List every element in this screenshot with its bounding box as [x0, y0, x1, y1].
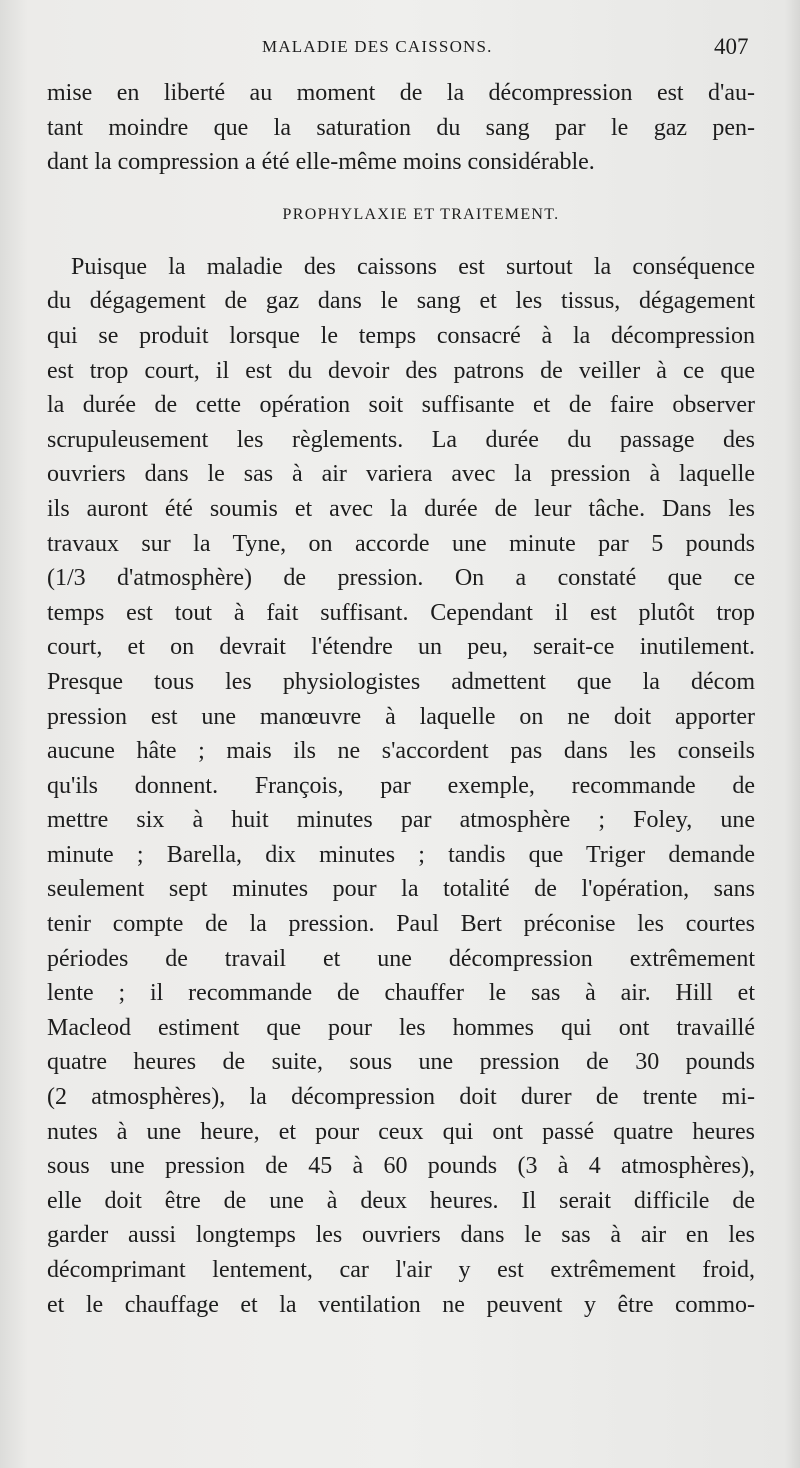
text-line: mise en liberté au moment de la décompression est d'au-	[47, 80, 755, 106]
text-line: (2 atmosphères), la décompression doit durer de trente mi-	[47, 1084, 755, 1111]
text-block	[47, 76, 755, 1322]
text-line: décomprimant lentement, car l'air y est extrêmement froid,	[47, 1257, 755, 1283]
text-line: nutes à une heure, et pour ceux qui ont passé quatre heures	[47, 1118, 755, 1145]
text-line: elle doit être de une à deux heures. Il serait difficile de	[47, 1187, 755, 1214]
text-line: Puisque la maladie des caissons est surtout la conséquence	[71, 253, 755, 280]
text-line: pression est une manœuvre à laquelle on ne doit apporter	[47, 703, 755, 730]
text-line: travaux sur la Tyne, on accorde une minute par 5 pounds	[47, 530, 755, 557]
section-heading: PROPHYLAXIE ET TRAITEMENT.	[282, 205, 560, 223]
text-line: lente ; il recommande de chauffer le sas à air. Hill et	[47, 980, 755, 1007]
running-title: MALADIE DES CAISSONS.	[262, 37, 493, 56]
text-line: garder aussi longtemps les ouvriers dans le sas à air en les	[47, 1222, 755, 1249]
paragraph-continuation	[47, 76, 755, 180]
text-line: temps est tout à fait suffisant. Cependant il est plutôt trop	[47, 599, 755, 626]
text-line: scrupuleusement les règlements. La durée du passage des	[47, 426, 755, 453]
text-line: (1/3 d'atmosphère) de pression. On a constaté que ce	[47, 565, 755, 592]
text-line: et le chauffage et la ventilation ne peuvent y être commo-	[47, 1291, 755, 1318]
text-line: qu'ils donnent. François, par exemple, recommande de	[47, 772, 755, 799]
text-line: ouvriers dans le sas à air variera avec la pression à laquelle	[47, 461, 755, 488]
text-line: tant moindre que la saturation du sang par le gaz pen-	[47, 114, 755, 141]
text-line: la durée de cette opération soit suffisante et de faire observer	[47, 392, 755, 419]
text-line: périodes de travail et une décompression extrêmement	[47, 945, 755, 972]
text-line: quatre heures de suite, sous une pression de 30 pounds	[47, 1049, 755, 1076]
text-line: Presque tous les physiologistes admettent que la décom	[47, 668, 755, 695]
text-line: mettre six à huit minutes par atmosphère ; Foley, une	[47, 807, 755, 834]
text-line: du dégagement de gaz dans le sang et les tissus, dégagement	[47, 288, 755, 315]
text-line: est trop court, il est du devoir des patrons de veiller à ce que	[47, 357, 755, 384]
text-line: ils auront été soumis et avec la durée de leur tâche. Dans les	[47, 495, 755, 522]
text-line: aucune hâte ; mais ils ne s'accordent pas dans les conseils	[47, 738, 755, 765]
text-line: qui se produit lorsque le temps consacré à la décompression	[47, 322, 755, 349]
text-line: Macleod estiment que pour les hommes qui ont travaillé	[47, 1014, 755, 1041]
text-line: sous une pression de 45 à 60 pounds (3 à 4 atmosphères),	[47, 1153, 755, 1180]
text-line: seulement sept minutes pour la totalité de l'opération, sans	[47, 876, 755, 903]
text-line: court, et on devrait l'étendre un peu, serait-ce inutilement.	[47, 634, 755, 661]
paragraph-prophylaxie	[47, 250, 755, 1322]
text-line: dant la compression a été elle-même moins considérable.	[47, 149, 595, 176]
text-line: tenir compte de la pression. Paul Bert préconise les courtes	[47, 911, 755, 938]
page-number: 407	[714, 34, 749, 59]
running-head	[0, 34, 800, 64]
text-line: minute ; Barella, dix minutes ; tandis que Triger demande	[47, 841, 755, 868]
